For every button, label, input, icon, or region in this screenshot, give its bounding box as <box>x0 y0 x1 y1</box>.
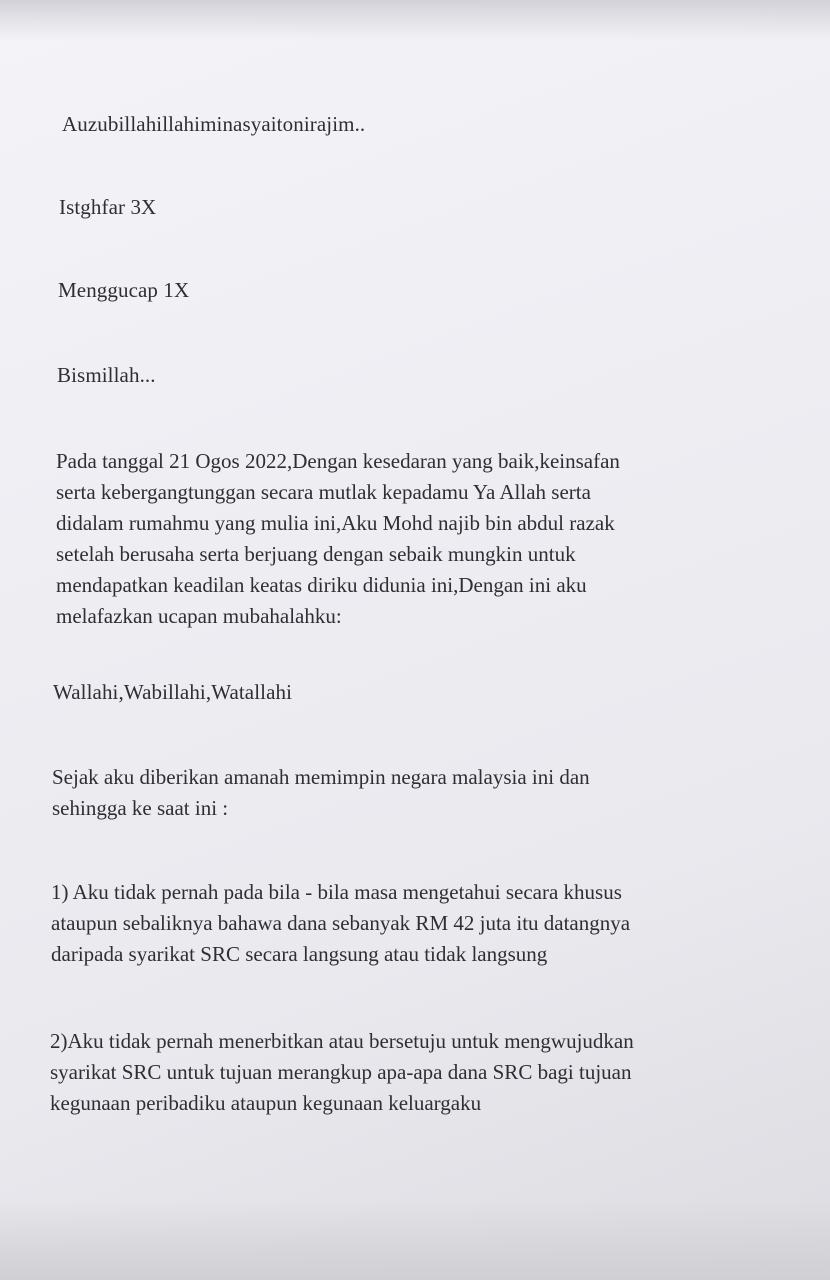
since-line: Sejak aku diberikan amanah memimpin negara malaysia ini dan <box>52 765 590 789</box>
intro-line: setelah berusaha serta berjuang dengan sebaik mungkin untuk <box>56 542 576 566</box>
since-paragraph <box>52 762 590 824</box>
intro-line: didalam rumahmu yang mulia ini,Aku Mohd najib bin abdul razak <box>56 511 615 535</box>
point-2-line: 2)Aku tidak pernah menerbitkan atau bersetuju untuk mengwujudkan <box>50 1029 634 1053</box>
intro-line: mendapatkan keadilan keatas diriku didunia ini,Dengan ini aku <box>56 573 587 597</box>
intro-line: Pada tanggal 21 Ogos 2022,Dengan kesedaran yang baik,keinsafan <box>56 449 620 473</box>
menggucap-line: Menggucap 1X <box>58 278 190 302</box>
point-2-line: kegunaan peribadiku ataupun kegunaan keluargaku <box>50 1091 482 1115</box>
point-1-line: daripada syarikat SRC secara langsung atau tidak langsung <box>51 942 548 966</box>
point-1-line: ataupun sebaliknya bahawa dana sebanyak RM 42 juta itu datangnya <box>51 911 631 935</box>
point-2-line: syarikat SRC untuk tujuan merangkup apa-apa dana SRC bagi tujuan <box>50 1060 632 1084</box>
since-line: sehingga ke saat ini : <box>52 796 229 820</box>
point-1 <box>51 877 630 970</box>
intro-paragraph <box>56 446 620 632</box>
opening-line: Auzubillahillahiminasyaitonirajim.. <box>62 112 366 136</box>
bottom-shadow <box>0 1200 830 1280</box>
point-2 <box>50 1026 634 1119</box>
bismillah-line: Bismillah... <box>57 363 156 387</box>
point-1-line: 1) Aku tidak pernah pada bila - bila masa mengetahui secara khusus <box>51 880 622 904</box>
intro-line: melafazkan ucapan mubahalahku: <box>56 604 342 628</box>
intro-line: serta kebergangtunggan secara mutlak kepadamu Ya Allah serta <box>56 480 591 504</box>
top-shadow <box>0 0 830 40</box>
oath-line: Wallahi,Wabillahi,Watallahi <box>53 680 293 704</box>
istighfar-line: Istghfar 3X <box>59 195 157 219</box>
